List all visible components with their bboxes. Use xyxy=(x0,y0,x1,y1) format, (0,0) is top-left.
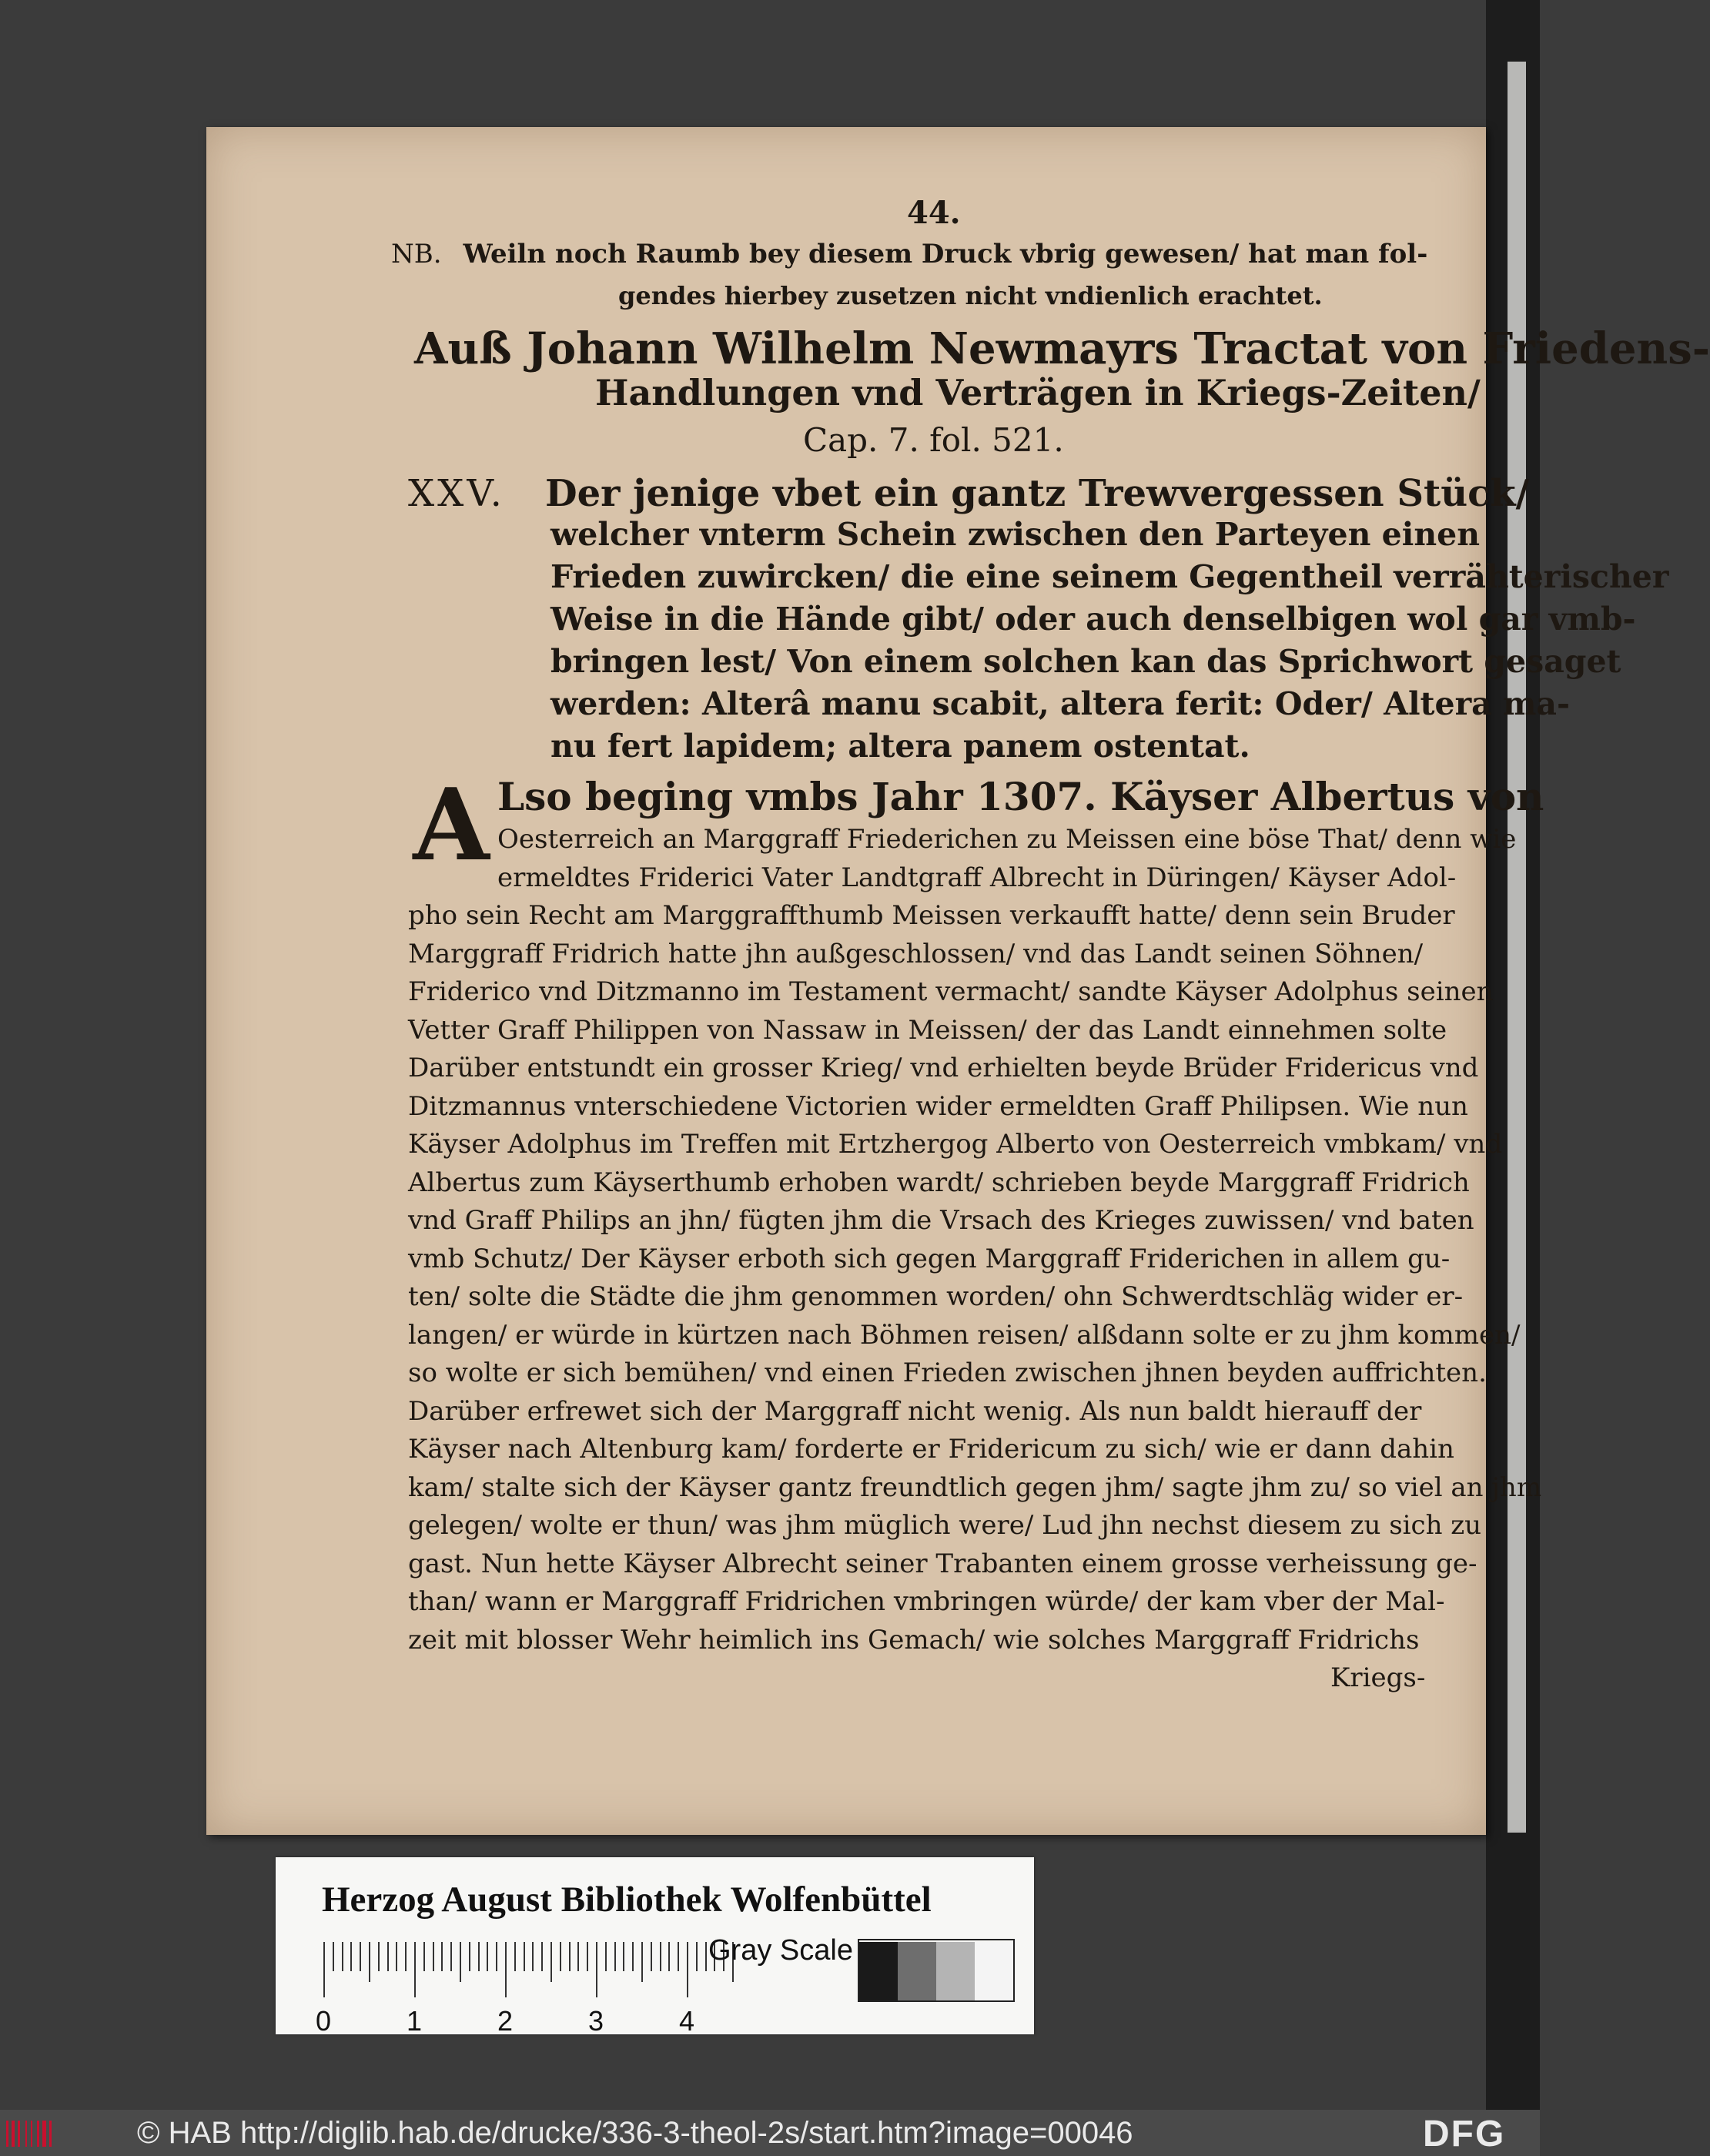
dfg-logo: DFG xyxy=(1423,2114,1506,2154)
ruler-number: 1 xyxy=(407,2005,423,2037)
section-number: XXV. xyxy=(408,472,505,515)
body-line: Vetter Graff Philippen von Nassaw in Meissen/ der das Landt einnehmen solte xyxy=(408,1014,1447,1046)
ruler-tick xyxy=(569,1942,571,1971)
ruler-tick xyxy=(342,1942,343,1971)
body-line: Käyser Adolphus im Treffen mit Ertzhergog Alberto von Oesterreich vmbkam/ vnd xyxy=(408,1129,1503,1160)
note-text: Weiln noch Raumb bey diesem Druck vbrig gewesen/ hat man fol- xyxy=(463,239,1428,270)
drop-cap: A xyxy=(413,768,490,883)
ruler-number: 0 xyxy=(316,2005,332,2037)
body-line: kam/ stalte sich der Käyser gantz freundtlich gegen jhm/ sagte jhm zu/ so viel an jhm xyxy=(408,1471,1542,1503)
ruler-tick xyxy=(660,1942,661,1971)
ruler-tick xyxy=(605,1942,607,1971)
gray-scale-label: Gray Scale xyxy=(708,1934,853,1967)
body-line: pho sein Recht am Marggraffthumb Meissen verkaufft hatte/ denn sein Bruder xyxy=(408,900,1455,931)
note-line-2: gendes hierbey zusetzen nicht vndienlich erachtet. xyxy=(618,281,1323,310)
ruler-tick xyxy=(524,1942,525,1971)
ruler-tick xyxy=(696,1942,698,1971)
section-line: Der jenige vbet ein gantz Trewvergessen Stück/ xyxy=(545,472,1530,515)
ruler-tick xyxy=(632,1942,634,1971)
footer-bar xyxy=(0,2110,1540,2156)
body-line: gelegen/ wolte er thun/ was jhm müglich were/ Lud jhn nechst diesem zu sich zu xyxy=(408,1510,1482,1541)
barcode-bar xyxy=(31,2121,32,2147)
ruler-tick xyxy=(651,1942,652,1971)
body-line: Darüber entstundt ein grosser Krieg/ vnd erhielten beyde Brüder Fridericus vnd xyxy=(408,1053,1479,1083)
section-line: nu fert lapidem; altera panem ostentat. xyxy=(550,728,1250,765)
ruler-tick xyxy=(505,1942,507,1997)
section-line: Weise in die Hände gibt/ oder auch denselbigen wol gar vmb- xyxy=(550,601,1636,638)
body-line: Friderico vnd Ditzmanno im Testament vermacht/ sandte Käyser Adolphus seinen xyxy=(408,976,1494,1007)
section-line: welcher vnterm Schein zwischen den Parteyen einen xyxy=(550,516,1481,553)
heading-line-2: Handlungen vnd Verträgen in Kriegs-Zeiten/ xyxy=(595,372,1481,413)
copyright-url: © HAB http://diglib.hab.de/drucke/336-3-theol-2s/start.htm?image=00046 xyxy=(137,2116,1133,2150)
barcode-bar xyxy=(6,2121,8,2147)
book-page xyxy=(206,127,1710,1835)
ruler-tick xyxy=(587,1942,588,1971)
ruler-tick xyxy=(678,1942,679,1971)
barcode-bar xyxy=(25,2121,27,2147)
ruler-tick xyxy=(623,1942,624,1971)
ruler-tick xyxy=(496,1942,497,1971)
body-line: Albertus zum Käyserthumb erhoben wardt/ schrieben beyde Marggraff Fridrich xyxy=(408,1167,1470,1198)
ruler-tick xyxy=(323,1942,325,1997)
ruler-tick xyxy=(705,1942,707,1971)
body-line: gast. Nun hette Käyser Albrecht seiner Trabanten einem grosse verheissung ge- xyxy=(408,1548,1477,1579)
section-line: bringen lest/ Von einem solchen kan das Sprichwort gesaget xyxy=(550,643,1621,680)
library-name: Herzog August Bibliothek Wolfenbüttel xyxy=(322,1880,932,1920)
body-line: vmb Schutz/ Der Käyser erboth sich gegen Marggraff Friderichen in allem gu- xyxy=(408,1243,1451,1274)
ruler-tick xyxy=(514,1942,516,1971)
body-first-line: Lso beging vmbs Jahr 1307. Käyser Albertus von xyxy=(497,774,1544,819)
barcode-bar xyxy=(18,2121,20,2147)
ruler-tick xyxy=(396,1942,397,1971)
ruler-tick xyxy=(333,1942,334,1971)
ruler-tick xyxy=(441,1942,443,1971)
body-line: ten/ solte die Städte die jhm genommen worden/ ohn Schwerdtschläg wider er- xyxy=(408,1281,1464,1312)
catchword: Kriegs- xyxy=(1330,1662,1426,1693)
color-target-card xyxy=(276,1857,1034,2037)
body-line: Ditzmannus vnterschiedene Victorien wider ermeldten Graff Philipsen. Wie nun xyxy=(408,1090,1468,1122)
barcode-bar xyxy=(49,2121,52,2147)
ruler-tick xyxy=(641,1942,643,1982)
ruler-tick xyxy=(532,1942,534,1971)
ruler-tick xyxy=(433,1942,434,1971)
body-line: than/ wann er Marggraff Fridrichen vmbringen würde/ der kam vber der Mal- xyxy=(408,1586,1445,1617)
body-line: so wolte er sich bemühen/ vnd einen Frieden zwischen jhnen beyden auffrichten. xyxy=(408,1358,1487,1388)
ruler-tick xyxy=(405,1942,407,1971)
ruler-tick xyxy=(577,1942,579,1971)
barcode-bar xyxy=(42,2121,46,2147)
body-line: Darüber erfrewet sich der Marggraff nicht wenig. Als nun baldt hierauff der xyxy=(408,1395,1422,1427)
body-line: zeit mit blosser Wehr heimlich ins Gemach/ wie solches Marggraff Fridrichs xyxy=(408,1624,1420,1656)
page-text xyxy=(206,127,1710,1835)
ruler-tick xyxy=(450,1942,452,1971)
gray-swatch xyxy=(936,1942,975,2000)
ruler-tick xyxy=(596,1942,597,1997)
ruler-tick xyxy=(687,1942,688,1997)
ruler-tick xyxy=(478,1942,480,1971)
chapter-reference: Cap. 7. fol. 521. xyxy=(803,421,1064,459)
note-marker: NB. xyxy=(391,239,442,270)
gray-swatch xyxy=(898,1942,936,2000)
ruler-tick xyxy=(414,1942,416,1997)
gray-swatch xyxy=(859,1942,898,2000)
ruler-tick xyxy=(360,1942,361,1971)
ruler-tick xyxy=(541,1942,543,1971)
barcode-bar xyxy=(37,2121,39,2147)
body-line: vnd Graff Philips an jhn/ fügten jhm die Vrsach des Krieges zuwissen/ vnd baten xyxy=(408,1205,1474,1236)
body-line: langen/ er würde in kürtzen nach Böhmen reisen/ alßdann solte er zu jhm kommen/ xyxy=(408,1319,1521,1351)
section-line: Frieden zuwircken/ die eine seinem Gegentheil verrähterischer xyxy=(550,558,1669,595)
body-line: Käyser nach Altenburg kam/ forderte er Fridericum zu sich/ wie er dann dahin xyxy=(408,1434,1454,1465)
ruler-tick xyxy=(387,1942,389,1971)
gray-swatch xyxy=(975,1942,1013,2000)
ruler-tick xyxy=(550,1942,552,1982)
ruler-tick xyxy=(614,1942,616,1971)
page-number: 44. xyxy=(907,195,961,231)
ruler-tick xyxy=(350,1942,352,1971)
body-line: Oesterreich an Marggraff Friederichen zu Meissen eine böse That/ denn wie xyxy=(497,824,1517,855)
heading-line-1: Auß Johann Wilhelm Newmayrs Tractat von Friedens- xyxy=(414,323,1710,374)
body-line: ermeldtes Friderici Vater Landtgraff Albrecht in Düringen/ Käyser Adol- xyxy=(497,862,1457,893)
ruler-tick xyxy=(378,1942,380,1971)
ruler-number: 3 xyxy=(588,2005,604,2037)
section-line: werden: Alterâ manu scabit, altera ferit: Oder/ Altera ma- xyxy=(550,685,1570,722)
ruler-tick xyxy=(487,1942,488,1971)
ruler-number: 4 xyxy=(679,2005,695,2037)
ruler-tick xyxy=(460,1942,461,1982)
barcode-icon xyxy=(5,2119,60,2148)
ruler-tick xyxy=(369,1942,370,1982)
ruler-tick xyxy=(469,1942,470,1971)
ruler-tick xyxy=(423,1942,425,1971)
body-line: Marggraff Fridrich hatte jhn außgeschlossen/ vnd das Landt seinen Söhnen/ xyxy=(408,938,1424,969)
ruler-tick xyxy=(560,1942,561,1971)
barcode-bar xyxy=(12,2121,15,2147)
note-line-1 xyxy=(391,239,1427,270)
ruler-tick xyxy=(668,1942,670,1971)
ruler-number: 2 xyxy=(497,2005,514,2037)
